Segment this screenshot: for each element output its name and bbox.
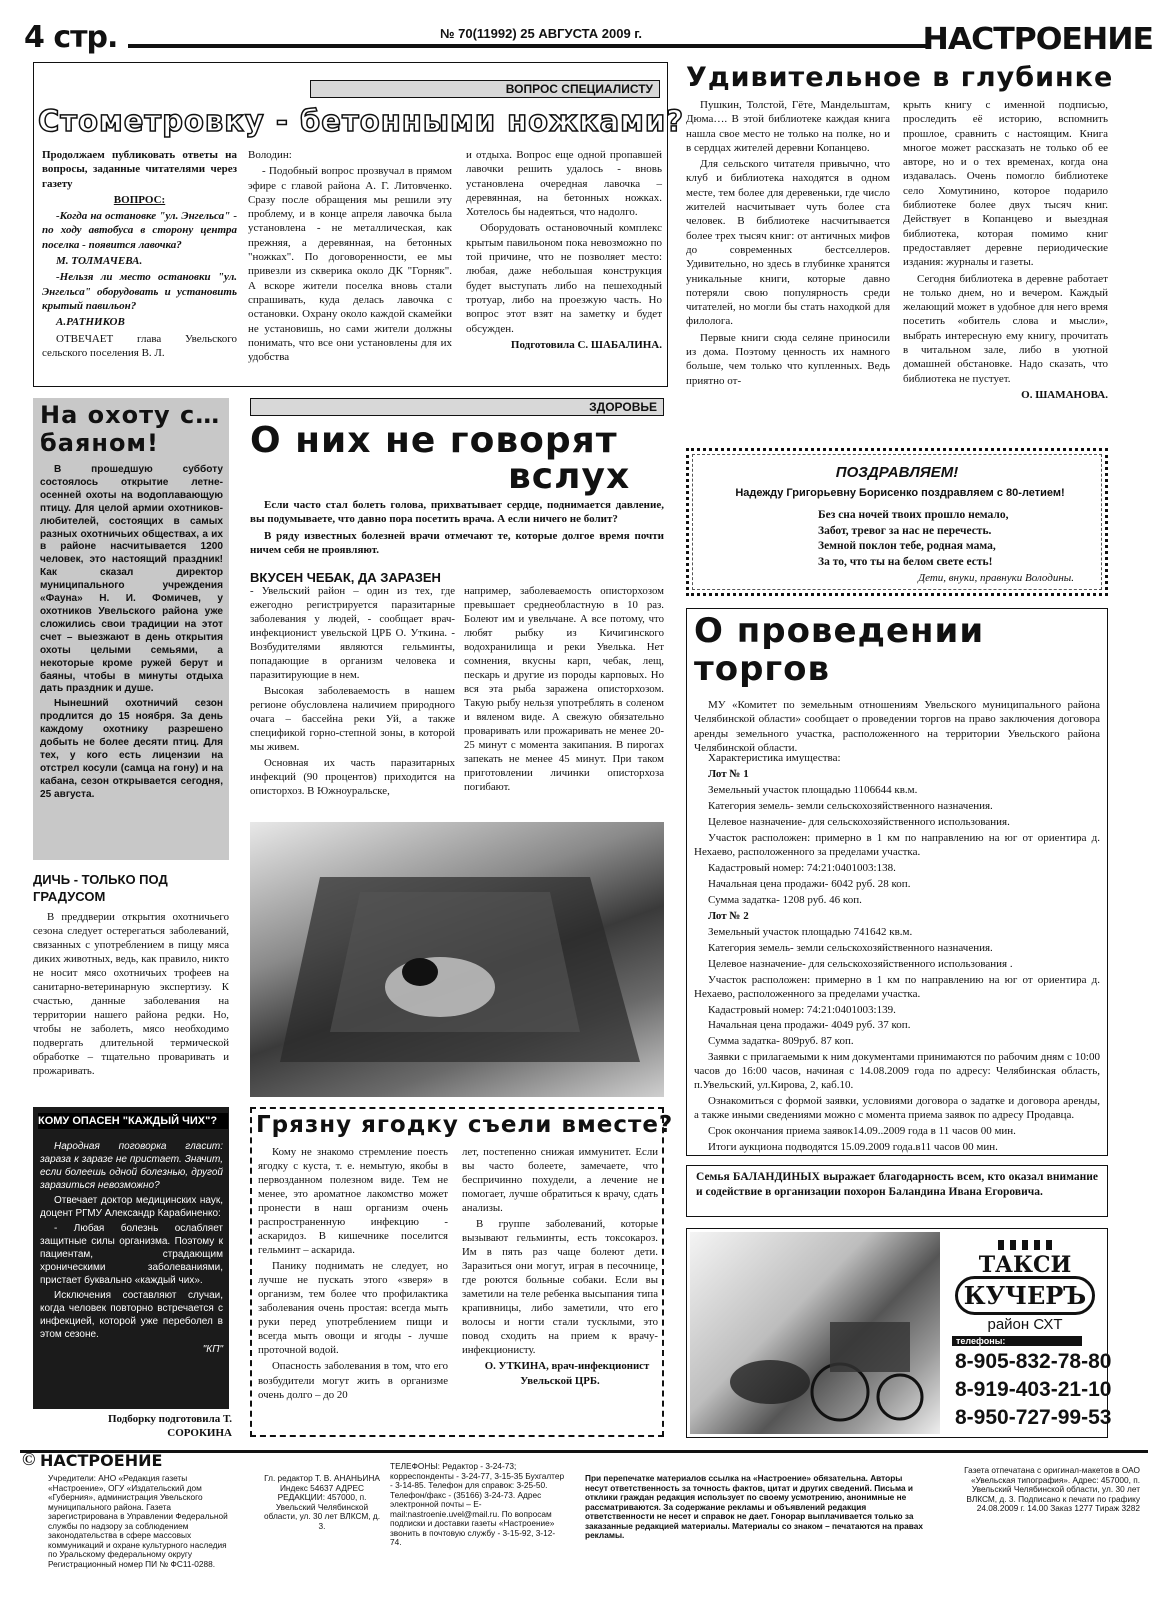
health-col-2 [464,584,664,796]
berry-p2: Панику поднимать не следует, но лучше не пускать этого «зверя» в организм, тем более что профилактика заболевания очень простая: всегда мыть руки перед употреблением пищи и всегда мыть овощи и ягоды - лучше проточной водой. [258,1260,448,1357]
health-p3: Основная их часть паразитарных инфекций (90 процентов) приходится на описторхоз. В Южноуральске, [250,757,455,798]
berry-signature: О. УТКИНА, врач-инфекционист Увельской ЦРБ. [484,1360,650,1387]
health-p2: Высокая заболеваемость в нашем регионе обусловлена наличием природного очага – бассейна реки Уй, а также спецификой горно-степной зоны, в которой мы живем. [250,685,455,754]
specialist-col-2 [248,148,452,366]
auction-title-2: торгов [694,649,831,689]
taxi-area: район СХТ [987,1316,1063,1333]
auction-line: Ознакомиться с формой заявки, условиями договора о задатке и договора аренды, а также иными сведениями можно с момента приема заявок по адресу Продавца. [694,1095,1100,1122]
footer-phones: ТЕЛЕФОНЫ: Редактор - 3-24-73; корреспонденты - 3-24-77, 3-15-35 Бухгалтер - 3-14-85. Телефон для справок: 3-25-50. Телефон/факс - (35166) 3-24-73. Адрес электронной почты – E-mail:nastroenie.uvel@mail.ru. По вопросам подписки и доставки газеты «Настроение» звонить в почтовую службу - 3-15-92, 3-12-74. [390,1461,565,1548]
taxi-phone-2: 8-919-403-21-10 [955,1378,1112,1401]
auction-line: Целевое назначение- для сельскохозяйственного использования. [708,815,1010,828]
specialist-question-2: -Нельзя ли место остановки "ул. Энгельса" оборудовать и установить крытый павильон? [42,271,237,312]
auction-line: Земельный участок площадью 1106644 кв.м. [708,783,918,796]
taxi-phone-1: 8-905-832-78-80 [955,1350,1112,1373]
kiss-source: "КП" [202,1344,223,1355]
taxi-checker-icon [998,1240,1052,1250]
thanks-text: Семья БАЛАНДИНЫХ выражает благодарность всем, кто оказал внимание и содействие в организации похорон Баландина Ивана Егоровича. [696,1171,1098,1198]
health-title-2: вслух [508,456,631,497]
auction-line: Земельный участок площадью 741642 кв.м. [708,925,913,938]
auction-line: Итоги аукциона подводятся 15.09.2009 года.в11 часов 00 мин. [708,1141,998,1154]
greeting-line: За то, что ты на белом свете есть! [818,555,993,568]
greeting-poem [818,508,1078,570]
library-signature: О. ШАМАНОВА. [1021,388,1108,401]
specialist-title: Стометровку - бетонными ножками? [38,104,685,138]
specialist-author-2: А.РАТНИКОВ [56,316,125,329]
auction-line: Срок окончания приема заявок14.09..2009 года в 11 часов 00 мин. [708,1125,1016,1138]
greeting-lead: Надежду Григорьевну Борисенко поздравляем с 80-летием! [735,487,1065,499]
game-text [33,910,229,1080]
auction-line: Характеристика имущества: [708,752,841,764]
footer-brand: НАСТРОЕНИЕ [40,1451,163,1470]
auction-line: Кадастровый номер: 74:21:0401003:139. [708,1003,896,1016]
footer-rules: При перепечатке материалов ссылка на «Настроение» обязательна. Авторы несут ответственность за точность фактов, цитат и других сведений. Письма и отклики граждан редакция использует по своему усмотрению, анонимные не рассматриваются. За содержание рекламы и объявлений редакция ответственности не несет и справок не дает. Гонорар выплачивается только за заказанные редакцией материалы. Материалы со знаком – печатаются на правах рекламы. [585,1473,923,1541]
footer-copyright-icon: © [22,1449,36,1469]
section-brand: НАСТРОЕНИЕ [922,22,1153,57]
berry-title: Грязну ягодку съели вместе? [256,1112,674,1138]
berry-col-1 [258,1145,448,1404]
health-col-1 [250,584,455,800]
health-photo [250,822,664,1097]
kiss-p2: Отвечает доктор медицинских наук, доцент РГМУ Александр Карабиненко: [40,1195,223,1219]
health-lead-2: В ряду известных болезней врачи отмечают те, которые долгое время почти ничем себя не проявляют. [250,529,664,556]
kiss-text [40,1140,223,1358]
specialist-answer-pavilion: Оборудовать остановочный комплекс крытым павильоном пока невозможно по той причине, что не позволяет место: любая, даже небольшая конструкция будет выступать либо на пешеходный тротуар, либо на проезжую часть. Но вопрос этот взят на заметку и будет обсужден. [466,222,662,335]
game-p1: В преддверии открытия охотничьего сезона следует остерегаться заболеваний, связанных с употреблением в пищу мяса диких животных, ведь, как правило, никто не носит мясо охотничьих трофеев на санитарно-ветеринарную экспертизу. К счастью, данные заболевания на территории нашего района редки. Но, чтобы не заболеть, мясо необходимо подвергать длительной термической обработке – тщательно проваривать и прожаривать. [33,911,229,1078]
kiss-p3: - Любая болезнь ослабляет защитные силы организма. Поэтому к пациентам, страдающим хроническими заболеваниями, пристает буквально «каждый чих». [40,1223,223,1286]
kiss-p1: Народная поговорка гласит: зараза к заразе не пристает. Значит, если болеешь одной болезнью, другой заразиться невозможно? [40,1141,223,1191]
auction-lead [694,698,1100,757]
greeting-from: Дети, внуки, правнуки Володины. [918,572,1074,584]
issue-line: № 70(11992) 25 АВГУСТА 2009 г. [440,26,643,41]
taxi-carriage-picture [690,1232,940,1434]
library-title: Удивительное в глубинке [686,62,1114,93]
specialist-question-1: -Когда на остановке "ул. Энгельса" - по ходу автобуса в сторону центра поселка - появится лавочка? [42,210,237,251]
auction-lead-text: МУ «Комитет по земельным отношениям Увельского муниципального района Челябинской области» сообщает о проведении торгов на право заключения договора аренды земельного участка, расположенного на территории Увельского района Челябинской области. [694,699,1100,754]
auction-line: Начальная цена продажи- 4049 руб. 37 коп. [708,1019,911,1032]
health-tag: ЗДОРОВЬЕ [250,398,664,416]
health-title-1: О них не говорят [250,420,618,461]
berry-p5: В группе заболеваний, которые вызывают гельминты, есть токсокароз. Им в пять раз чаще болеют дети. Заразиться они могут, играя в песочнице, где роются больные собаки. Если вы заметили на теле ребенка высыпания типа крапивницы, либо заметили, что его волосы и ногти стали тусклыми, это повод сходить на прием к врачу-инфекционисту. [462,1218,658,1357]
auction-line: Кадастровый номер: 74:21:0401003:138. [708,861,896,874]
health-p1: - Увельский район – один из тех, где ежегодно регистрируется паразитарные заболевания у людей, - сообщает врач-инфекционист увельской ЦРБ О. Уткина. - Возбудителями являются гельминты, попадающие в организм человека и паразитирующие в нем. [250,585,455,682]
specialist-col-1 [42,148,237,362]
library-col-2 [903,98,1108,404]
specialist-question-label: ВОПРОС: [113,193,166,206]
specialist-signature: Подготовила С. ШАБАЛИНА. [510,338,662,351]
health-lead-1: Если часто стал болеть голова, прихватывает сердце, поднимается давление, вы подумываете, что давно пора посетить врача. А если ничего не болит? [250,499,664,526]
footer-print: Газета отпечатана с оригинал-макетов в ОАО «Увельская типография». Адрес: 457000, п. Увельский Челябинской области, ул. 30 лет ВЛКСМ, д. 3. Подписано к печати по графику 24.08.2009 г. 14.00 Заказ 1277 Тираж 3282 [964,1465,1140,1514]
photo-scene [250,822,664,1097]
specialist-answer-intro: ОТВЕЧАЕТ глава Увельского сельского поселения В. Л. [42,332,237,359]
berry-p1: Кому не знакомо стремление поесть ягодку с куста, т. е. немытую, якобы в первозданном полезном виде. Тем не менее, это ароматное лакомство может пронести в наш организм очень распространенную инфекцию - аскаридоз. В кишечнике поселится гельминт – аскарида. [258,1146,448,1257]
library-p3: Первые книги сюда селяне приносили из дома. Поэтому ценность их намного больше, чем только что купленных. Ведь приятно от- [686,331,890,387]
greeting-line: Земной поклон тебе, родная мама, [818,540,996,553]
library-p4: крыть книгу с именной подписью, проследить её историю, вспомнить прошлое, сравнить с настоящим. Книга многое может рассказать не только об ее авторе, но и о тех временах, когда она издавалась. Очень помогло библиотеке село Хомутинино, которое подарило библиотеке более двух тысяч книг. Действует в Копанцево и выездная библиотека, которая помимо книг предоставляет деревне периодические издания: журналы и газеты. [903,99,1108,269]
specialist-answer-cont: и отдыха. Вопрос еще одной пропавшей лавочки решить удалось - вновь установлена очередная лавочка – деревянная, на бетонных ножках. Хотелось бы надеяться, что надолго. [466,149,662,219]
auction-line: Начальная цена продажи- 6042 руб. 28 коп. [708,877,911,890]
berry-p3: Опасность заболевания в том, что его возбудители могут жить в организме очень долго – до 20 [258,1360,448,1401]
auction-line: Сумма задатка- 1208 руб. 46 коп. [708,893,862,906]
kiss-p4: Исключения составляют случаи, когда человек повторно встречается с инфекцией, которой уже переболел в этом сезоне. [40,1290,223,1340]
library-p1: Пушкин, Толстой, Гёте, Мандельштам, Дюма…. В этой библиотеке каждая книга нашла свое место не только на полке, но и в сердцах жителей деревни Копанцево. [686,99,890,154]
health-subtitle: ВКУСЕН ЧЕБАК, ДА ЗАРАЗЕН [250,570,441,585]
library-col-1 [686,98,890,390]
hunting-title: На охоту с… баяном! [40,401,221,457]
auction-lot-1: Лот № 1 [708,767,749,780]
hunting-text [40,464,223,804]
auction-line: Участок расположен: примерно в 1 км по направлению на юг от ориентира д. Нехаево, расположенного за пределами участка. [694,831,1100,858]
hunting-p1: В прошедшую субботу состоялось открытие летне-осенней охоты на водоплавающую птицу. Для целой армии охотников-любителей, состоящих в самых разных охотничьих обществах, а их в районе насчитывается 1200 человек, это настоящий праздник! Как сказал директор муниципального учреждения «Фауна» Н. И. Фомичев, у охотников Увельского района уже сложились свои традиции на этот счет – выезжают в день открытия охоты целыми семьями, а некоторые кроме ружей берут и баяны, чтобы в минуты отдыха дать праздник и душе. [40,464,223,695]
auction-line: Заявки с прилагаемыми к ним документами принимаются по рабочим дням с 10:00 часов до 16:00 часов, начиная с 14.08.2009 года по адресу: Челябинская область, п.Увельский, ул.Кирова, 2, каб.10. [694,1051,1100,1092]
greeting-title: ПОЗДРАВЛЯЕМ! [835,464,959,481]
kiss-signature: Подборку подготовила Т. СОРОКИНА [107,1413,232,1440]
specialist-intro: Продолжаем публиковать ответы на вопросы, заданные читателями через газету [42,149,237,190]
specialist-tag: ВОПРОС СПЕЦИАЛИСТУ [310,80,660,98]
taxi-brand: КУЧЕРЪ [955,1276,1095,1315]
kiss-title: КОМУ ОПАСЕН "КАЖДЫЙ ЧИХ"? [38,1113,228,1129]
hunting-p2: Нынешний охотничий сезон продлится до 15 ноября. За день каждому охотнику разрешено добыть не более десяти птиц. Для тех, у кого есть лицензии на отстрел косули (самца на гону) и на кабана, сезон открывается сегодня, 25 августа. [40,698,223,800]
footer-founders: Учредители: АНО «Редакция газеты «Настроение», ОГУ «Издательский дом «Губерния», администрация Увельского муниципального района. Газета зарегистрирована в Управлении Федеральной службы по надзору за соблюдением законодательства в сфере массовых коммуникаций и охране культурного наследия по Уральскому федеральному округу Регистрационный номер ПИ № ФС11-0288. [48,1473,228,1569]
header-rule [128,44,928,48]
library-p5: Сегодня библиотека в деревне работает не только днем, но и вечером. Каждый желающий может в удобное для него время посетить «обитель слова и мысли», выбрать интересную ему книгу, прочитать в читальном зале, либо в уютной домашней обстановке. Надо сказать, что библиотека не пустует. [903,272,1108,385]
specialist-answer-text: - Подобный вопрос прозвучал в прямом эфире с главой района А. Г. Литовченко. Сразу после обращения мы решили эту проблему, и в конце апреля лавочка была установлена - не металлическая, как прежняя, а деревянная, на бетонных "ножках". По договоренности, ее мы привезли из скверика около ДК "Горняк". А вскоре жители поселка вновь стали спрашивать, куда делась лавочка с остановки. Охрану около каждой скамейки не установишь, но сами жители должны понимать, что все они установлены для их удобства [248,165,452,364]
greeting-line: Без сна ночей твоих прошло немало, [818,509,1009,521]
auction-line: Целевое назначение- для сельскохозяйственного использования . [708,957,1013,970]
auction-title-1: О проведении [694,611,985,651]
auction-lot-2: Лот № 2 [708,909,749,922]
library-p2: Для сельского читателя привычно, что клуб и библиотека находятся в одном месте, тем более для деревеньки, где число жителей насчитывает чуть более ста человек. В библиотеке насчитывается более трех тысяч книг: от античных мифов до современных бестселлеров. Удивительно, но здесь в глубинке хранятся уникальные книги, которые давно потеряли свою популярность среди читателей, но могли бы стать находкой для филолога. [686,158,890,328]
health-lead [250,498,664,559]
taxi-phone-3: 8-950-727-99-53 [955,1406,1112,1429]
footer-editor: Гл. редактор Т. В. АНАНЬИНА Индекс 54637 АДРЕС РЕДАКЦИИ: 457000, п. Увельский Челябинской области, ул. 30 лет ВЛКСМ, д. 3. [263,1473,381,1531]
health-p4: например, заболеваемость описторхозом превышает среднеобластную в 10 раз. Болеют им и увельчане. А все потому, что любят рыбку из Кичигинского водохранилища и реки Увелька. Нет сомнения, вкусны карп, чебак, лещ, пескарь и другие из породы карповых. Но вся эта рыба заражена описторхозом. Такую рыбу нельзя употреблять в соленом и вяленом виде. А свежую обязательно проваривать или прожаривать не менее 20-25 минут с момента закипания. В пирогах запекать не менее 45 минут. При таком приготовлении личинки описторхоза погибают. [464,585,664,794]
specialist-author-1: М. ТОЛМАЧЕВА. [56,255,143,268]
game-title: ДИЧЬ - ТОЛЬКО ПОД ГРАДУСОМ [33,872,168,904]
berry-col-2 [462,1145,658,1390]
specialist-col-3 [466,148,662,354]
auction-line: Категория земель- земли сельскохозяйственного назначения. [708,799,993,812]
page-number: 4 стр. [24,20,118,55]
specialist-answer-name: Володин: [248,149,292,161]
carriage-illustration [690,1232,940,1434]
greeting-line: Забот, тревог за нас не перечесть. [818,524,992,537]
taxi-word: ТАКСИ [978,1252,1072,1278]
berry-p4: лет, постепенно снижая иммунитет. Если вы часто болеете, замечаете, что беспричинно похудели, а лечение не помогает, лучше обратиться к врачу, сдать анализы. [462,1146,658,1215]
auction-line: Категория земель- земли сельскохозяйственного назначения. [708,941,993,954]
auction-line: Участок расположен: примерно в 1 км по направлению на юг от ориентира д. Нехаево, расположенного за пределами участка. [694,973,1100,1000]
auction-line: Сумма задатка- 809руб. 87 коп. [708,1035,854,1048]
footer-rule [20,1450,1148,1453]
taxi-phones-label: телефоны: [952,1336,1082,1346]
auction-details [694,752,1100,1157]
